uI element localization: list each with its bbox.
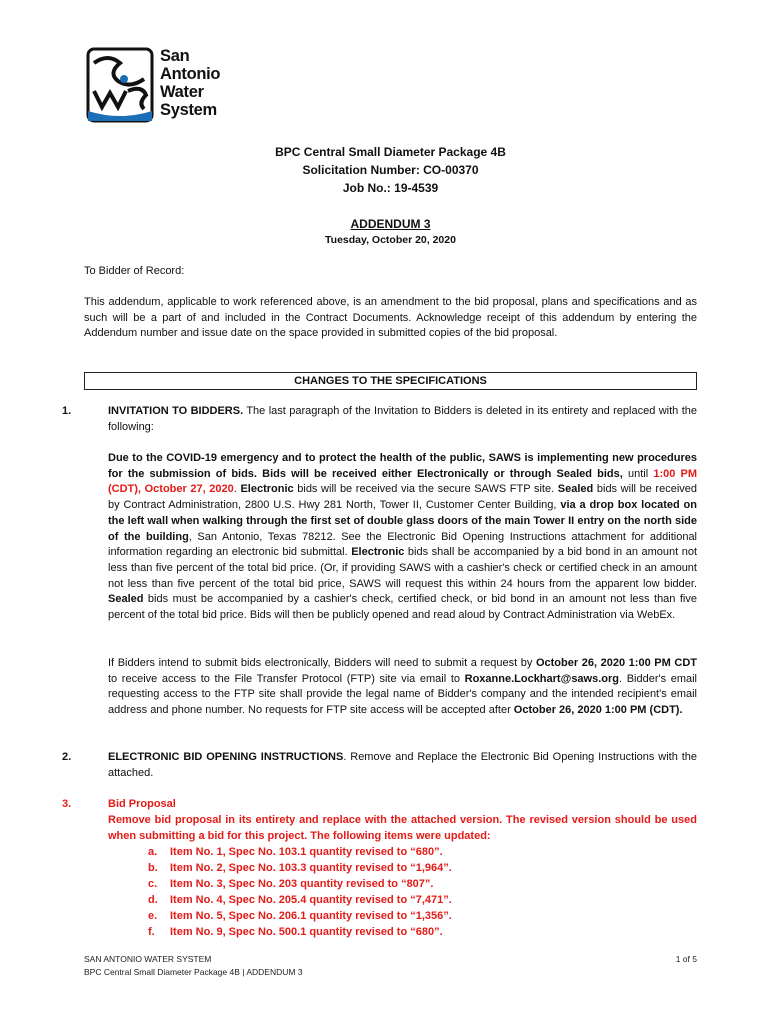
bid-deadline: 1:00 PM (CDT), October 27, 2020 <box>108 467 698 496</box>
addendum-title: ADDENDUM 3 <box>350 217 431 231</box>
item-1-paragraph-2: If Bidders intend to submit bids electronically, Bidders will need to submit a request by October 26, 2020 1:00 PM CDT to receive access to the File Transfer Protocol (FTP) site via email to Roxanne.Lockhart@saws.org. Bidder's email requesting access to the FTP site shall provide the legal name of Bidder's company and the intended recipient's email address and phone number. No requests for FTP site access will be accepted after October 26, 2020 1:00 PM (CDT). <box>108 657 698 717</box>
addendum-date: Tuesday, October 20, 2020 <box>325 234 456 246</box>
item-3-text: Remove bid proposal in its entirety and replace with the attached version. The revised version should be used when submitting a bid for this project. The following items were updated: <box>108 814 697 842</box>
list-item: e. Item No. 5, Spec No. 206.1 quantity revised to “1,356”. <box>148 910 452 922</box>
item-3-title: Bid Proposal <box>108 798 176 810</box>
job-number: Job No.: 19-4539 <box>342 181 439 195</box>
footer-doc: BPC Central Small Diameter Package 4B | ADDENDUM 3 <box>84 967 303 977</box>
footer-org: SAN ANTONIO WATER SYSTEM <box>84 954 212 964</box>
item-1-intro: INVITATION TO BIDDERS. The last paragraph of the Invitation to Bidders is deleted in its entirety and replaced with the following: <box>108 405 697 433</box>
item-1-title: INVITATION TO BIDDERS. <box>108 405 244 417</box>
list-item: f. Item No. 9, Spec No. 500.1 quantity revised to “680”. <box>148 926 443 938</box>
logo-text-line4: System <box>160 101 217 119</box>
list-item: d. Item No. 4, Spec No. 205.4 quantity revised to “7,471”. <box>148 894 452 906</box>
item-2-number: 2. <box>62 751 72 763</box>
list-item: b. Item No. 2, Spec No. 103.3 quantity revised to “1,964”. <box>148 862 452 874</box>
solicitation-number: Solicitation Number: CO-00370 <box>302 163 479 177</box>
salutation: To Bidder of Record: <box>84 265 185 277</box>
item-2-title: ELECTRONIC BID OPENING INSTRUCTIONS <box>108 751 344 763</box>
contact-email[interactable]: Roxanne.Lockhart@saws.org <box>464 672 620 685</box>
intro-paragraph: This addendum, applicable to work referenced above, is an amendment to the bid proposal, plans and specifications and as such will be a part of and included in the Contract Documents. Acknowledge receipt of this addendum by entering the Addendum number and issue date on the space provided in submitted copies of the bid proposal. <box>84 296 697 340</box>
logo-text-line1: San <box>160 47 190 65</box>
logo-text-line2: Antonio <box>160 65 221 83</box>
list-item: a. Item No. 1, Spec No. 103.1 quantity revised to “680”. <box>148 846 443 858</box>
list-item: c. Item No. 3, Spec No. 203 quantity revised to “807”. <box>148 878 434 890</box>
page-number: 1 of 5 <box>675 954 697 964</box>
item-1-paragraph-1: Due to the COVID-19 emergency and to protect the health of the public, SAWS is implementing new procedures for the submission of bids. Bids will be received either Electronically or through Sealed bids, until 1:00 PM (CDT), October 27, 2020. Electronic bids will be received via the secure SAWS FTP site. Sealed bids will be received by Contract Administration, 2800 U.S. Hwy 281 North, Tower II, Customer Center Building, via a drop box located on the left wall when walking through the first set of double glass doors of the main Tower II entry on the north side of the building, San Antonio, Texas 78212. See the Electronic Bid Opening Instructions attachment for additional information regarding an electronic bid submittal. Electronic bids shall be accompanied by a bid bond in an amount not less than five percent of the total bid price. (Or, if providing SAWS with a cashier's check or certified check in an amount not less than five percent of the total bid price, SAWS will request this within 24 hours from the apparent low bidder. Sealed bids must be accompanied by a cashier's check, certified check, or bid bond in an amount not less than five percent of the total bid price. Bids will then be publicly opened and read aloud by Contract Administration via WebEx. <box>108 452 698 622</box>
section-title: CHANGES TO THE SPECIFICATIONS <box>84 372 697 390</box>
project-title: BPC Central Small Diameter Package 4B <box>275 145 506 159</box>
item-1-number: 1. <box>62 405 72 417</box>
logo-text-line3: Water <box>160 83 204 101</box>
saws-logo <box>84 45 224 125</box>
item-3-number: 3. <box>62 798 72 810</box>
item-2-text: ELECTRONIC BID OPENING INSTRUCTIONS. Remove and Replace the Electronic Bid Opening Instructions with the attached. <box>108 751 697 779</box>
